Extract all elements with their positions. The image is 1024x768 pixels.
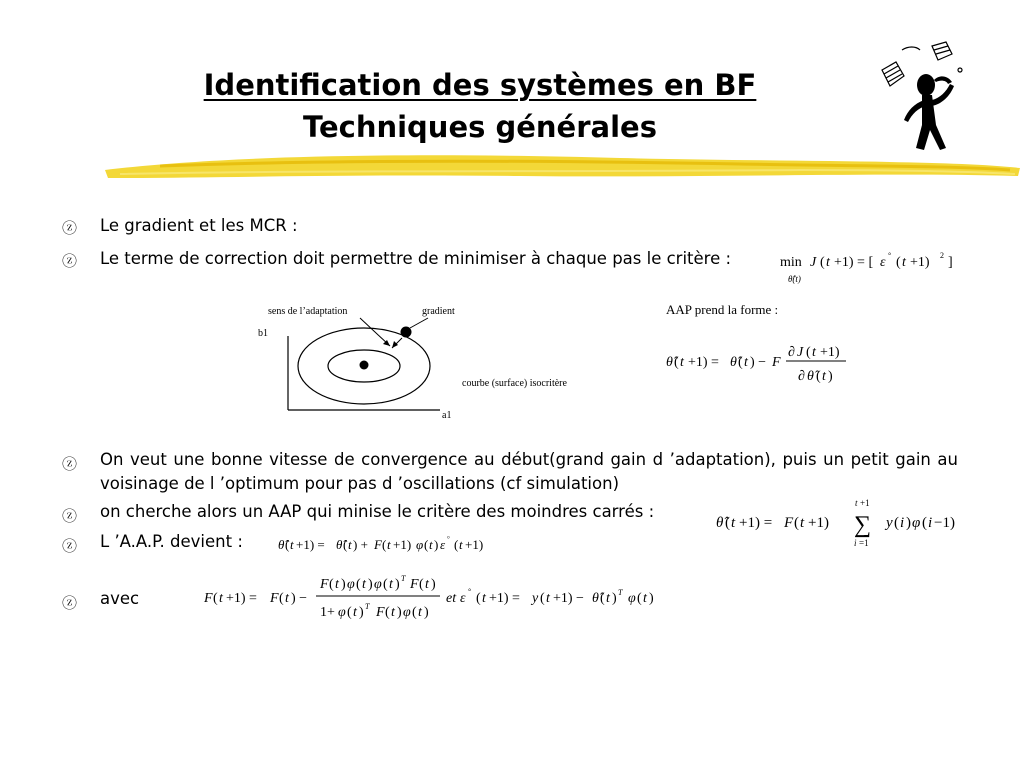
svg-text:): ) bbox=[431, 577, 436, 592]
svg-text:F: F bbox=[772, 355, 781, 370]
svg-text:): ) bbox=[397, 605, 402, 620]
svg-text:θ̂(t): θ̂(t) bbox=[788, 274, 801, 284]
svg-text:+1): +1) bbox=[393, 537, 412, 552]
svg-text:t: t bbox=[855, 498, 858, 508]
svg-text:t: t bbox=[362, 577, 366, 592]
svg-text:ε: ε bbox=[440, 537, 446, 552]
svg-text:]: ] bbox=[948, 255, 953, 270]
bullet-icon: ⓩ bbox=[62, 537, 78, 555]
svg-text:) +: ) + bbox=[353, 537, 368, 552]
svg-text:t: t bbox=[546, 591, 550, 606]
svg-text:θ̂: θ̂ bbox=[592, 591, 599, 606]
svg-text:(: ( bbox=[356, 577, 361, 592]
svg-text:(: ( bbox=[285, 537, 290, 552]
svg-text:t: t bbox=[418, 605, 422, 620]
aap-gradient-formula bbox=[662, 338, 862, 390]
svg-text:y: y bbox=[886, 515, 893, 531]
bullet-text-3: On veut une bonne vitesse de convergence au début(grand gain d ’adaptation), puis un petit gain au voisinage de l ’optimum pour pas d ’oscillations (cf simulation) bbox=[100, 450, 958, 493]
svg-text:θ̂: θ̂ bbox=[807, 369, 814, 384]
svg-text:t: t bbox=[731, 515, 736, 531]
svg-text:(: ( bbox=[383, 577, 388, 592]
svg-text:): ) bbox=[395, 577, 400, 592]
svg-text:t: t bbox=[744, 355, 748, 370]
svg-text:t: t bbox=[606, 591, 610, 606]
svg-text:t: t bbox=[353, 605, 357, 620]
bullet-icon: ⓩ bbox=[62, 507, 78, 525]
svg-text:t: t bbox=[425, 577, 429, 592]
svg-text:(: ( bbox=[894, 515, 899, 531]
svg-text:=1: =1 bbox=[859, 538, 869, 548]
svg-text:t: t bbox=[429, 537, 433, 552]
svg-text:φ: φ bbox=[416, 537, 424, 552]
svg-text:φ: φ bbox=[628, 591, 636, 606]
svg-text:θ̂: θ̂ bbox=[278, 537, 285, 552]
svg-text:T: T bbox=[618, 588, 623, 597]
aap-label: AAP prend la forme : bbox=[666, 302, 779, 317]
svg-text:y: y bbox=[532, 591, 539, 606]
svg-text:t: t bbox=[459, 537, 463, 552]
svg-text:ε: ε bbox=[880, 255, 886, 270]
svg-text:φ: φ bbox=[912, 515, 921, 531]
svg-text:(: ( bbox=[794, 515, 799, 531]
svg-text:+1): +1) bbox=[808, 515, 829, 531]
svg-text:(: ( bbox=[279, 591, 284, 606]
svg-text:F: F bbox=[376, 605, 385, 620]
svg-text:+1) =: +1) = bbox=[226, 591, 257, 606]
svg-text:°: ° bbox=[447, 535, 450, 543]
svg-text:): ) bbox=[906, 515, 911, 531]
svg-text:(: ( bbox=[424, 537, 429, 552]
svg-text:(: ( bbox=[329, 577, 334, 592]
svg-text:(: ( bbox=[343, 537, 348, 552]
svg-text:+1) =: +1) = bbox=[489, 591, 520, 606]
criterion-formula bbox=[760, 244, 970, 288]
svg-text:+1): +1) bbox=[910, 255, 930, 270]
svg-text:φ: φ bbox=[403, 605, 411, 620]
svg-text:F: F bbox=[270, 591, 279, 606]
gain-update-formula bbox=[200, 570, 670, 622]
svg-text:∑: ∑ bbox=[854, 512, 872, 538]
svg-text:F: F bbox=[374, 537, 382, 552]
aap-new-formula bbox=[274, 530, 524, 558]
current-point bbox=[401, 327, 412, 338]
gradient-arrow bbox=[410, 318, 428, 328]
svg-text:+1) =: +1) = bbox=[739, 515, 773, 531]
axis-y-label: b1 bbox=[258, 328, 268, 339]
svg-text:+1) =: +1) = bbox=[296, 537, 325, 552]
svg-text:(: ( bbox=[725, 515, 730, 531]
svg-text:(: ( bbox=[922, 515, 927, 531]
svg-text:): ) bbox=[359, 605, 364, 620]
svg-text:i: i bbox=[854, 538, 857, 548]
label-adaptation: sens de l’adaptation bbox=[268, 306, 348, 317]
optimum-point bbox=[360, 361, 369, 370]
svg-text:i: i bbox=[900, 515, 905, 531]
label-curve: courbe (surface) isocritère bbox=[462, 378, 567, 389]
svg-text:φ: φ bbox=[338, 605, 346, 620]
svg-text:2: 2 bbox=[940, 251, 944, 260]
svg-text:t: t bbox=[643, 591, 647, 606]
slide-title: Identification des systèmes en BF bbox=[203, 68, 757, 102]
svg-text:t: t bbox=[902, 255, 906, 270]
svg-text:(: ( bbox=[213, 591, 218, 606]
svg-text:(: ( bbox=[674, 355, 679, 370]
svg-text:): ) bbox=[828, 369, 833, 384]
isocriterion-diagram bbox=[250, 300, 590, 425]
svg-text:(: ( bbox=[816, 369, 821, 384]
bullet-text-6: avec bbox=[100, 589, 140, 608]
svg-text:(: ( bbox=[637, 591, 642, 606]
svg-text:(: ( bbox=[896, 255, 901, 270]
bullet-text-4: on cherche alors un AAP qui minise le critère des moindres carrés : bbox=[100, 502, 655, 521]
svg-text:1+: 1+ bbox=[320, 605, 335, 620]
svg-text:(: ( bbox=[454, 537, 459, 552]
svg-text:+1): +1) bbox=[820, 345, 840, 360]
svg-text:(: ( bbox=[806, 345, 811, 360]
svg-text:+1) = [: +1) = [ bbox=[834, 255, 874, 270]
svg-text:(: ( bbox=[419, 577, 424, 592]
svg-text:−1): −1) bbox=[934, 515, 955, 531]
svg-text:(: ( bbox=[347, 605, 352, 620]
svg-text:°: ° bbox=[468, 587, 472, 596]
svg-text:φ: φ bbox=[347, 577, 355, 592]
svg-text:+1: +1 bbox=[860, 498, 870, 508]
bullet-icon: ⓩ bbox=[62, 455, 78, 473]
svg-text:F: F bbox=[410, 577, 419, 592]
svg-text:t: t bbox=[387, 537, 391, 552]
svg-text:t: t bbox=[822, 369, 826, 384]
least-squares-formula bbox=[712, 496, 982, 550]
svg-text:(: ( bbox=[382, 537, 387, 552]
svg-text:J: J bbox=[810, 255, 817, 270]
svg-text:): ) bbox=[368, 577, 373, 592]
svg-text:t: t bbox=[348, 537, 352, 552]
bullet-icon: ⓩ bbox=[62, 594, 78, 612]
svg-text:J: J bbox=[797, 345, 804, 360]
svg-text:+1): +1) bbox=[465, 537, 484, 552]
svg-text:(: ( bbox=[600, 591, 605, 606]
svg-text:i: i bbox=[928, 515, 933, 531]
svg-text:) −: ) − bbox=[291, 591, 308, 606]
svg-text:∂: ∂ bbox=[788, 345, 795, 360]
svg-text:t: t bbox=[389, 577, 393, 592]
svg-text:t: t bbox=[800, 515, 805, 531]
svg-text:t: t bbox=[391, 605, 395, 620]
svg-text:(: ( bbox=[476, 591, 481, 606]
slide-subtitle: Techniques générales bbox=[303, 110, 657, 144]
svg-text:+1) −: +1) − bbox=[553, 591, 584, 606]
svg-text:t: t bbox=[826, 255, 830, 270]
svg-text:t: t bbox=[482, 591, 486, 606]
svg-text:min: min bbox=[780, 255, 802, 270]
svg-text:t: t bbox=[219, 591, 223, 606]
bullet-text-2: Le terme de correction doit permettre de minimiser à chaque pas le critère : bbox=[100, 249, 732, 268]
svg-text:θ̂: θ̂ bbox=[730, 355, 737, 370]
svg-text:): ) bbox=[612, 591, 617, 606]
juggler-figure-icon bbox=[874, 40, 964, 158]
svg-text:θ̂: θ̂ bbox=[336, 537, 343, 552]
axis-x-label: a1 bbox=[442, 410, 452, 421]
svg-text:): ) bbox=[424, 605, 429, 620]
bullet-text-1: Le gradient et les MCR : bbox=[100, 216, 298, 235]
svg-text:): ) bbox=[649, 591, 654, 606]
svg-text:t: t bbox=[285, 591, 289, 606]
svg-text:): ) bbox=[434, 537, 439, 552]
bullet-icon: ⓩ bbox=[62, 219, 78, 237]
svg-text:(: ( bbox=[738, 355, 743, 370]
svg-text:ε: ε bbox=[460, 591, 466, 606]
svg-text:) −: ) − bbox=[750, 355, 767, 370]
svg-text:°: ° bbox=[888, 251, 892, 260]
svg-text:F: F bbox=[784, 515, 794, 531]
svg-text:): ) bbox=[341, 577, 346, 592]
svg-text:(: ( bbox=[540, 591, 545, 606]
svg-text:(: ( bbox=[412, 605, 417, 620]
bullet-icon: ⓩ bbox=[62, 252, 78, 270]
svg-text:t: t bbox=[335, 577, 339, 592]
svg-text:et: et bbox=[446, 591, 457, 606]
label-gradient: gradient bbox=[422, 306, 455, 317]
svg-text:∂: ∂ bbox=[798, 369, 805, 384]
svg-text:t: t bbox=[812, 345, 816, 360]
svg-text:+1) =: +1) = bbox=[688, 355, 719, 370]
svg-text:T: T bbox=[365, 602, 370, 611]
svg-text:φ: φ bbox=[374, 577, 382, 592]
svg-text:θ̂: θ̂ bbox=[716, 515, 724, 531]
svg-text:(: ( bbox=[820, 255, 825, 270]
svg-text:F: F bbox=[204, 591, 213, 606]
svg-text:t: t bbox=[290, 537, 294, 552]
svg-text:(: ( bbox=[385, 605, 390, 620]
svg-text:T: T bbox=[401, 574, 406, 583]
bullet-text-5: L ’A.A.P. devient : bbox=[100, 532, 243, 551]
svg-text:F: F bbox=[320, 577, 329, 592]
svg-text:t: t bbox=[680, 355, 684, 370]
svg-text:θ̂: θ̂ bbox=[666, 355, 673, 370]
